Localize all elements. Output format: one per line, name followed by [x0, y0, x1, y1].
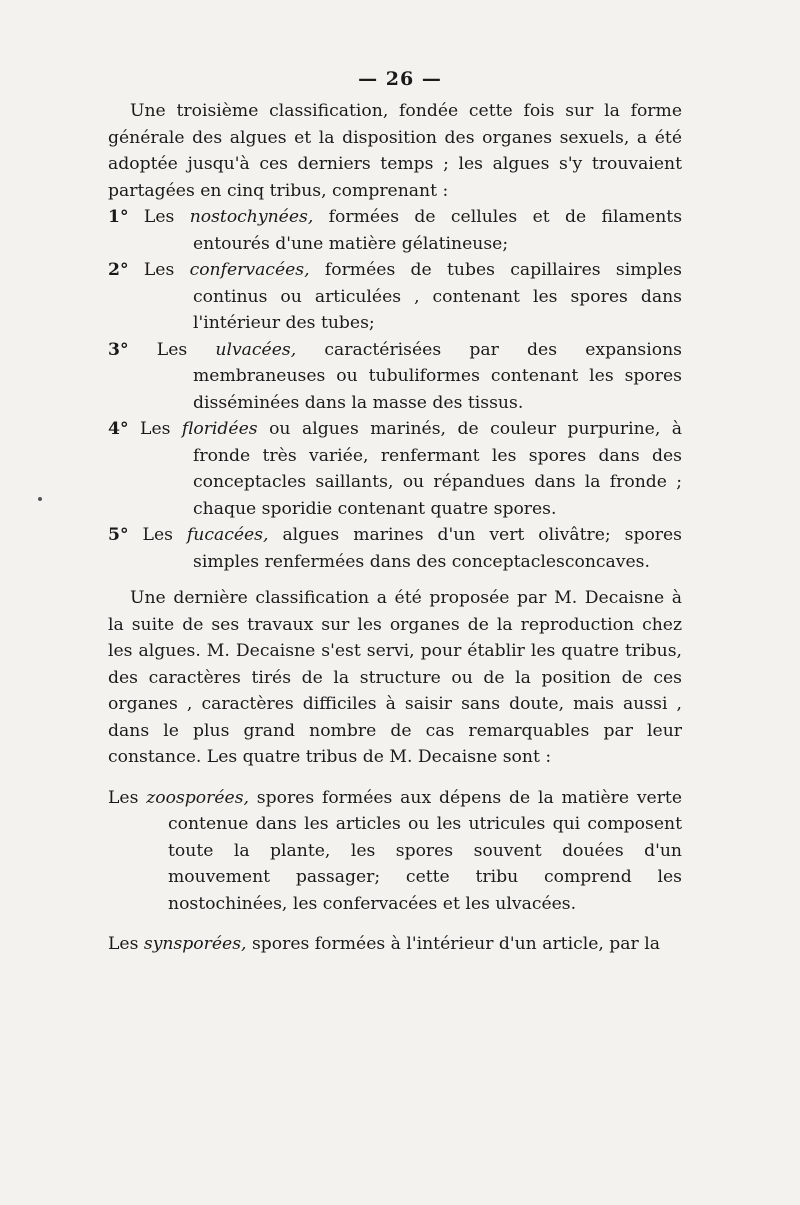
tribe-term: confervacées,: [189, 260, 310, 280]
tribe-number: 2°: [108, 260, 129, 280]
tribe-text: formées de tubes capillaires simples continus ou articulées , contenant les spores dans l'intérieur des tubes;: [193, 260, 682, 333]
tribe-item-5: [108, 522, 682, 575]
tribe-term: ulvacées,: [215, 339, 297, 360]
tribe-number: 1°: [108, 207, 129, 227]
intro-paragraph: Une troisième classification, fondée cette fois sur la forme générale des algues et la disposition des organes sexuels, a été adoptée jusqu'à ces derniers temps ; les algues s'y trouvaient partagées en cinq tribus, comprenant :: [108, 101, 682, 201]
tribe-lead: Les: [156, 339, 188, 360]
group-item-1: [108, 785, 682, 918]
tribe-number: 5°: [108, 525, 129, 545]
group-text: spores formées à l'intérieur d'un article, par la: [251, 934, 660, 954]
tribe-term: floridées: [181, 419, 258, 439]
tribe-item-1: [108, 204, 682, 257]
tribe-lead: Les: [143, 207, 175, 227]
group-term: zoosporées,: [146, 787, 249, 808]
group-lead: Les: [108, 787, 139, 808]
tribe-number: 4°: [108, 419, 129, 439]
tribe-term: nostochynées,: [189, 207, 314, 227]
tribe-text: formées de cellules et de filaments entourés d'une matière gélatineuse;: [193, 207, 683, 254]
tribe-item-3: [108, 337, 682, 417]
tribe-term: fucacées,: [186, 525, 269, 545]
group-text: spores formées aux dépens de la matière verte contenue dans les articles ou les utricules qui composent toute la plante, les spores souvent douées d'un mouvement passager; cette tribu comprend les nostochinées, les confervacées et les ulvacées.: [168, 787, 683, 914]
tribe-text: caractérisées par des expansions membraneuses ou tubuliformes contenant les spores disséminées dans la masse des tissus.: [193, 339, 682, 413]
page-body: [108, 98, 682, 958]
tribe-item-4: [108, 416, 682, 522]
tribe-lead: Les: [143, 260, 175, 280]
margin-ink-spot: [38, 497, 42, 501]
tribe-text: algues marines d'un vert olivâtre; spores simples renfermées dans des conceptaclesconcaves.: [193, 525, 683, 572]
group-item-2: [108, 931, 682, 958]
decaisne-paragraph: Une dernière classification a été proposée par M. Decaisne à la suite de ses travaux sur les organes de la reproduction chez les algues. M. Decaisne s'est servi, pour établir les quatre tribus, des caractères tirés de la structure ou de la position de ces organes , caractères difficiles à saisir sans doute, mais aussi , dans le plus grand nombre de cas remarquables par leur constance. Les quatre tribus de M. Decaisne sont :: [108, 588, 682, 767]
tribe-item-2: [108, 257, 682, 337]
tribe-number: 3°: [108, 339, 129, 360]
group-lead: Les: [108, 934, 139, 954]
tribe-text: ou algues marinés, de couleur purpurine, à fronde très variée, renfermant les spores dans des conceptacles saillants, ou répandues dans la fronde ; chaque sporidie contenant quatre spores.: [193, 419, 683, 519]
tribe-lead: Les: [140, 419, 171, 439]
group-term: synsporées,: [143, 934, 247, 954]
tribe-lead: Les: [142, 525, 173, 545]
page-number: — 26 —: [358, 68, 442, 90]
